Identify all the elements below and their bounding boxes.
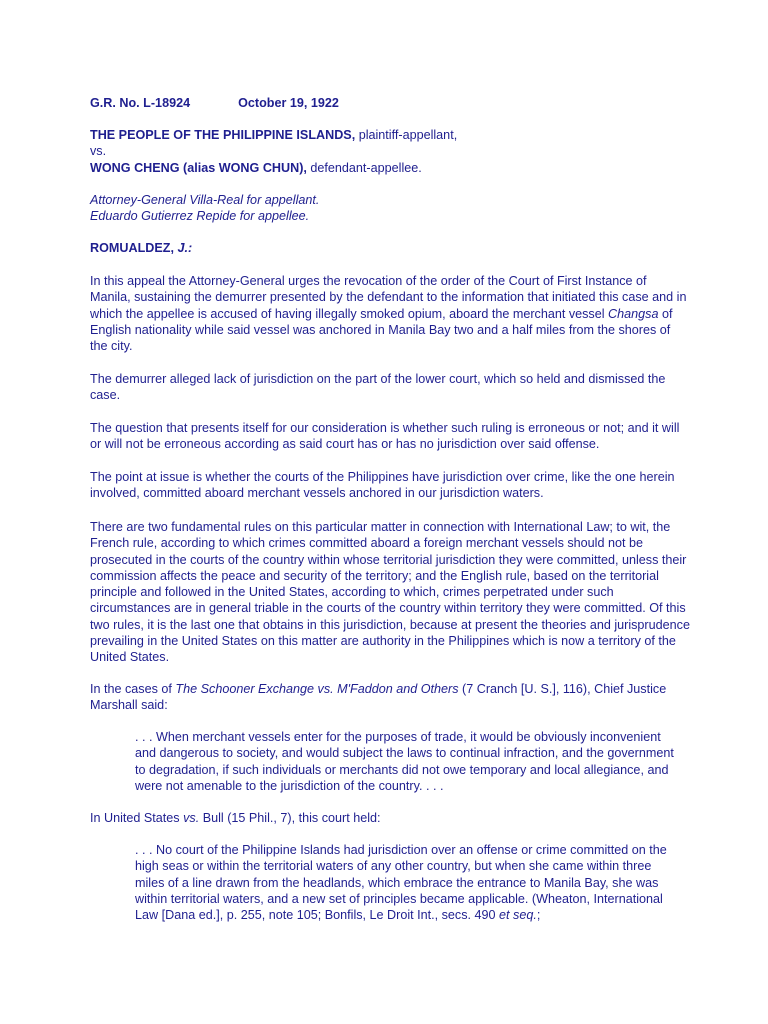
ponente-suffix: J.: bbox=[177, 241, 193, 255]
counsel bbox=[90, 192, 690, 225]
block-quote-1: . . . When merchant vessels enter for the purposes of trade, it would be obviously inconvenient and dangerous to society, and would subject the laws to continual infraction, and the government to degradation, if such individuals or merchants did not owe temporary and local allegiance, and were not amenable to the jurisdiction of the country. . . . bbox=[135, 730, 674, 793]
paragraph-text: of English nationality while said vessel was anchored in Manila Bay two and a half miles from the shores of the city. bbox=[90, 306, 673, 354]
versus-inline: vs. bbox=[183, 811, 200, 825]
parties bbox=[90, 127, 690, 176]
paragraph-text: In this appeal the Attorney-General urges the revocation of the order of the Court of First Instance of Manila, sustaining the demurrer presented by the defendant to the information that initiated this case and in which the appellee is accused of having illegally smoked opium, aboard the merchant vessel bbox=[90, 274, 687, 321]
paragraph-2: The demurrer alleged lack of jurisdiction on the part of the lower court, which so held and dismissed the case. bbox=[90, 372, 666, 403]
paragraph-text: (7 Cranch [U. S.], 116), Chief Justice Marshall said: bbox=[90, 682, 667, 713]
quote-text: . . . No court of the Philippine Islands had jurisdiction over an offense or crime committed on the high seas or within the territorial waters of any other country, but when she came within three miles of a line drawn from the headlands, which embrace the entrance to Manila Bay, she was within territorial waters, and a new set of principles became applicable. (Wheaton, International Law [Dana ed.], p. 255, note 105; Bonfils, Le Droit Int., secs. 490 bbox=[135, 843, 667, 923]
decision-date: October 19, 1922 bbox=[238, 96, 339, 110]
quote-text: ; bbox=[536, 908, 541, 923]
counsel-appellee: Eduardo Gutierrez Repide for appellee. bbox=[90, 209, 310, 224]
paragraph-7 bbox=[90, 810, 690, 826]
versus: vs. bbox=[90, 144, 107, 159]
gr-number: G.R. No. L-18924 bbox=[90, 96, 191, 110]
paragraph-3: The question that presents itself for our consideration is whether such ruling is erroneous or not; and it will or will not be erroneous according as said court has or has no jurisdiction over said offense. bbox=[90, 421, 680, 452]
block-quote-2 bbox=[135, 842, 680, 923]
ponente bbox=[90, 240, 690, 256]
paragraph-text: In United States bbox=[90, 811, 184, 825]
paragraph-5: There are two fundamental rules on this particular matter in connection with International Law; to wit, the French rule, according to which crimes committed aboard a foreign merchant vessels should not be prosecuted in the courts of the country within whose territorial jurisdiction they were committed, unless their commission affects the peace and security of the territory; and the English rule, based on the territorial principle and followed in the United States, according to which, crimes perpetrated under such circumstances are in general triable in the courts of the country within territory they were committed. Of this two rules, it is the last one that obtains in this jurisdiction, because at present the theories and jurisprudence prevailing in the United States on this matter are authority in the Philippines which is now a territory of the United States. bbox=[90, 520, 690, 665]
defendant-role: defendant-appellee. bbox=[306, 160, 422, 175]
paragraph-6 bbox=[90, 681, 690, 714]
ponente-name: ROMUALDEZ, bbox=[90, 241, 178, 255]
paragraph-1 bbox=[90, 273, 690, 354]
case-citation: The Schooner Exchange vs. M'Faddon and Others bbox=[175, 682, 459, 696]
paragraph-text: Bull (15 Phil., 7), this court held: bbox=[199, 811, 381, 825]
case-header bbox=[90, 95, 690, 111]
plaintiff-role: plaintiff-appellant, bbox=[355, 128, 458, 142]
paragraph-4: The point at issue is whether the courts of the Philippines have jurisdiction over crime, like the one herein involved, committed aboard merchant vessels anchored in our jurisdiction waters. bbox=[90, 470, 675, 501]
et-seq: et seq. bbox=[499, 908, 537, 923]
paragraph-text: In the cases of bbox=[90, 682, 176, 696]
defendant-name: WONG CHENG (alias WONG CHUN), bbox=[90, 160, 307, 175]
vessel-name: Changsa bbox=[608, 306, 659, 321]
plaintiff-name: THE PEOPLE OF THE PHILIPPINE ISLANDS, bbox=[90, 128, 356, 142]
counsel-appellant: Attorney-General Villa-Real for appellant. bbox=[90, 193, 320, 207]
